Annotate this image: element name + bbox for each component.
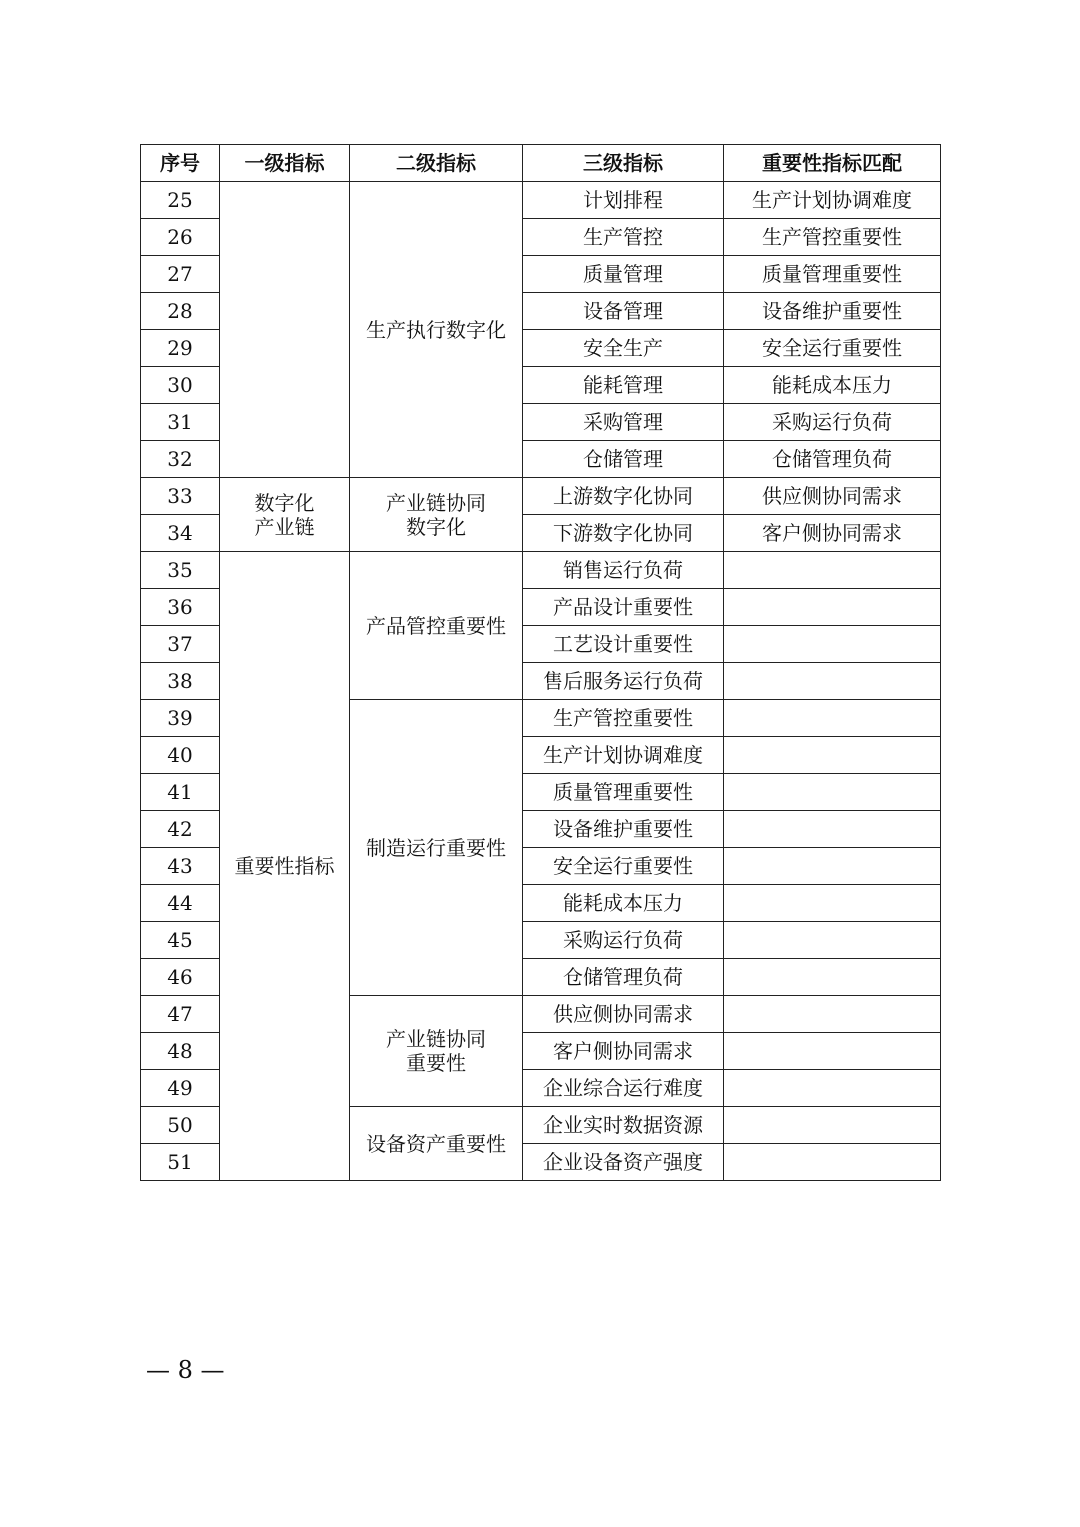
match-cell <box>724 996 941 1033</box>
level2-line: 产业链协同 <box>386 490 486 515</box>
match-cell: 仓储管理负荷 <box>724 441 941 478</box>
level2-cell: 产品管控重要性 <box>350 552 523 700</box>
row-number: 25 <box>141 182 220 219</box>
row-number: 49 <box>141 1070 220 1107</box>
level3-cell: 供应侧协同需求 <box>523 996 724 1033</box>
level3-cell: 安全生产 <box>523 330 724 367</box>
row-number: 42 <box>141 811 220 848</box>
row-number: 29 <box>141 330 220 367</box>
level3-cell: 客户侧协同需求 <box>523 1033 724 1070</box>
row-number: 37 <box>141 626 220 663</box>
table-row <box>141 478 941 515</box>
level1-line: 产业链 <box>254 514 315 539</box>
match-cell <box>724 1070 941 1107</box>
table-row <box>141 182 941 219</box>
level3-cell: 生产管控重要性 <box>523 700 724 737</box>
match-cell <box>724 811 941 848</box>
level3-cell: 能耗管理 <box>523 367 724 404</box>
row-number: 27 <box>141 256 220 293</box>
level2-line: 产业链协同 <box>386 1027 486 1051</box>
level3-cell: 企业设备资产强度 <box>523 1144 724 1181</box>
level2-cell: 制造运行重要性 <box>350 700 523 996</box>
header-level1: 一级指标 <box>220 145 350 182</box>
row-number: 39 <box>141 700 220 737</box>
match-cell <box>724 959 941 996</box>
level2-cell: 设备资产重要性 <box>350 1107 523 1181</box>
match-cell: 供应侧协同需求 <box>724 478 941 515</box>
level3-cell: 设备维护重要性 <box>523 811 724 848</box>
level1-cell: 重要性指标 <box>220 552 350 1181</box>
row-number: 38 <box>141 663 220 700</box>
level1-cell <box>220 478 350 552</box>
row-number: 45 <box>141 922 220 959</box>
row-number: 41 <box>141 774 220 811</box>
row-number: 50 <box>141 1107 220 1144</box>
level3-cell: 采购运行负荷 <box>523 922 724 959</box>
level3-cell: 生产管控 <box>523 219 724 256</box>
level3-cell: 质量管理 <box>523 256 724 293</box>
row-number: 30 <box>141 367 220 404</box>
row-number: 32 <box>141 441 220 478</box>
match-cell <box>724 1107 941 1144</box>
level3-cell: 仓储管理负荷 <box>523 959 724 996</box>
match-cell <box>724 700 941 737</box>
level1-cell-empty <box>220 182 350 478</box>
match-cell <box>724 1033 941 1070</box>
level3-cell: 生产计划协调难度 <box>523 737 724 774</box>
row-number: 47 <box>141 996 220 1033</box>
match-cell <box>724 589 941 626</box>
match-cell <box>724 552 941 589</box>
match-cell: 采购运行负荷 <box>724 404 941 441</box>
level3-cell: 计划排程 <box>523 182 724 219</box>
row-number: 28 <box>141 293 220 330</box>
match-cell <box>724 848 941 885</box>
table-row <box>141 552 941 589</box>
indicator-table <box>140 144 941 1181</box>
level3-cell: 工艺设计重要性 <box>523 626 724 663</box>
match-cell: 客户侧协同需求 <box>724 515 941 552</box>
match-cell <box>724 663 941 700</box>
level3-cell: 仓储管理 <box>523 441 724 478</box>
row-number: 40 <box>141 737 220 774</box>
match-cell <box>724 1144 941 1181</box>
level3-cell: 安全运行重要性 <box>523 848 724 885</box>
row-number: 48 <box>141 1033 220 1070</box>
level3-cell: 能耗成本压力 <box>523 885 724 922</box>
row-number: 43 <box>141 848 220 885</box>
row-number: 46 <box>141 959 220 996</box>
level2-cell <box>350 478 523 552</box>
header-level2: 二级指标 <box>350 145 523 182</box>
level3-cell: 售后服务运行负荷 <box>523 663 724 700</box>
match-cell <box>724 885 941 922</box>
match-cell: 设备维护重要性 <box>724 293 941 330</box>
table-header-row <box>141 145 941 182</box>
match-cell <box>724 922 941 959</box>
match-cell: 生产管控重要性 <box>724 219 941 256</box>
level3-cell: 销售运行负荷 <box>523 552 724 589</box>
level3-cell: 上游数字化协同 <box>523 478 724 515</box>
match-cell <box>724 626 941 663</box>
level1-line: 数字化 <box>254 490 315 515</box>
match-cell: 安全运行重要性 <box>724 330 941 367</box>
header-importance-match: 重要性指标匹配 <box>724 145 941 182</box>
level3-cell: 下游数字化协同 <box>523 515 724 552</box>
page-number: — 8 — <box>146 1356 225 1384</box>
row-number: 34 <box>141 515 220 552</box>
row-number: 31 <box>141 404 220 441</box>
level2-line: 数字化 <box>406 514 466 539</box>
level3-cell: 采购管理 <box>523 404 724 441</box>
row-number: 33 <box>141 478 220 515</box>
row-number: 26 <box>141 219 220 256</box>
match-cell: 质量管理重要性 <box>724 256 941 293</box>
level2-cell <box>350 996 523 1107</box>
level3-cell: 企业综合运行难度 <box>523 1070 724 1107</box>
level2-cell: 生产执行数字化 <box>350 182 523 478</box>
row-number: 51 <box>141 1144 220 1181</box>
match-cell <box>724 737 941 774</box>
level3-cell: 产品设计重要性 <box>523 589 724 626</box>
header-index: 序号 <box>141 145 220 182</box>
header-level3: 三级指标 <box>523 145 724 182</box>
match-cell: 能耗成本压力 <box>724 367 941 404</box>
level3-cell: 质量管理重要性 <box>523 774 724 811</box>
match-cell: 生产计划协调难度 <box>724 182 941 219</box>
level3-cell: 企业实时数据资源 <box>523 1107 724 1144</box>
level2-line: 重要性 <box>406 1051 466 1075</box>
row-number: 36 <box>141 589 220 626</box>
level3-cell: 设备管理 <box>523 293 724 330</box>
row-number: 35 <box>141 552 220 589</box>
row-number: 44 <box>141 885 220 922</box>
match-cell <box>724 774 941 811</box>
